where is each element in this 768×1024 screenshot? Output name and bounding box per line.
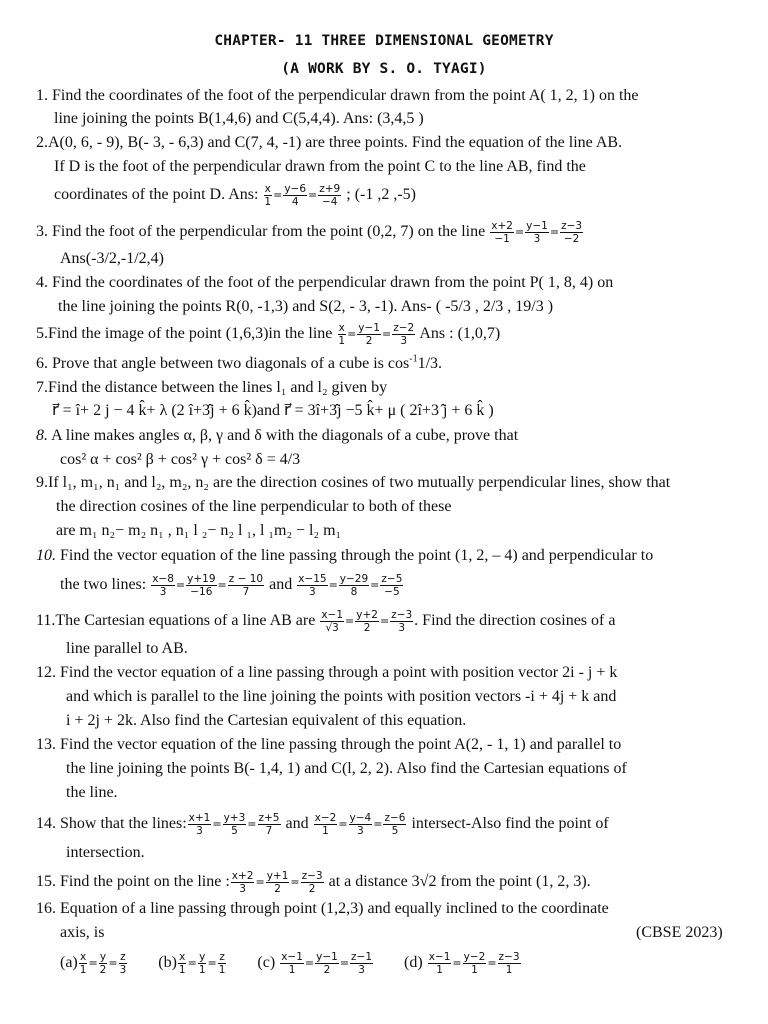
q11-line2: line parallel to AB. [66,640,188,657]
q1-line2: line joining the points B(1,4,6) and C(5,4,4). Ans: (3,4,5 ) [54,110,424,127]
fraction: $\frac{y-29}{8}$ [339,573,369,598]
fraction: $\frac{y+2}{2}$ [356,609,378,634]
option-a: (a) $\frac{x}{1}$ = $\frac{y}{2}$ = $\frac{z}{3}$ [60,951,127,976]
q3-answer: Ans(-3/2,-1/2,4) [60,250,164,267]
fraction: $\frac{x-15}{3}$ [298,573,327,598]
option-c: (c) $\frac{x-1}{1}$ = $\frac{y-1}{2}$ = $\frac{z-1}{3}$ [257,951,373,976]
q16-line2: axis, is [60,924,105,941]
q2-line1: 2.A(0, 6, - 9), B(- 3, - 6,3) and C(7, 4, -1) are three points. Find the equation of the line AB. [36,134,623,151]
option-b: (b) $\frac{x}{1}$ = $\frac{y}{1}$ = $\frac{z}{1}$ [158,951,226,976]
q15-line: 15. Find the point on the line : $\frac{x+2}{3}$ = $\frac{y+1}{2}$ = $\frac{z-3}{2}$ at a distance 3√2 from the point (1, 2, 3). [36,870,591,895]
q7-line2: r⃗ = î+ 2 j − 4 k̂+ λ (2 î+3̂j + 6 k̂)and r⃗ = 3î+3̂j −5 k̂+ μ ( 2î+3 ̂j + 6 k̂ ) [52,402,494,419]
q13-line1: 13. Find the vector equation of the line passing through the point A(2, - 1, 1) and parallel to [36,736,622,753]
q8-line1: 8. A line makes angles α, β, γ and δ with the diagonals of a cube, prove that [36,427,519,444]
fraction: $\frac{y+19}{-16}$ [187,573,216,598]
q8-line2: cos² α + cos² β + cos² γ + cos² δ = 4/3 [60,451,301,468]
fraction: $\frac{x+2}{-1}$ [491,220,513,245]
q14-line2: intersection. [66,844,145,861]
fraction: $\frac{x}{1}$ [264,183,272,208]
fraction: $\frac{y-1}{3}$ [526,220,548,245]
q4-line2: the line joining the points R(0, -1,3) and S(2, - 3, -1). Ans- ( -5/3 , 2/3 , 19/3 ) [58,298,554,315]
q1-line1: 1. Find the coordinates of the foot of the perpendicular drawn from the point A( 1, 2, 1) on the [36,87,639,104]
fraction: $\frac{y-1}{2}$ [358,322,380,347]
author-line: (A WORK BY S. O. TYAGI) [281,61,487,77]
q6-line: 6. Prove that angle between two diagonals of a cube is $\cos^{-1}1/3$. [36,353,443,372]
fraction: $\frac{z-5}{-5}$ [381,573,403,598]
q2-line3-text: coordinates of the point D. Ans: [54,186,263,204]
fraction: $\frac{y-6}{4}$ [284,183,307,208]
fraction: $\frac{z+9}{-4}$ [319,183,341,208]
q7-line1: 7.Find the distance between the lines l₁ and l₂ given by [36,379,388,396]
fraction: $\frac{y+1}{2}$ [266,870,289,895]
fraction: $\frac{x+1}{3}$ [188,812,211,837]
q16-source: (CBSE 2023) [636,924,723,941]
q10-line1: 10. Find the vector equation of the line passing through the point (1, 2, – 4) and perpendicular to [36,547,654,564]
q12-line2: and which is parallel to the line joining the points with position vectors -i + 4j + k and [66,688,617,705]
q4-line1: 4. Find the coordinates of the foot of the perpendicular drawn from the point P( 1, 8, 4) on [36,274,614,291]
fraction: $\frac{z+5}{7}$ [258,812,280,837]
fraction: $\frac{z-3}{-2}$ [561,220,583,245]
fraction: $\frac{x-8}{3}$ [152,573,174,598]
q9-line1: 9.If l₁, m₁, n₁ and l₂, m₂, n₂ are the direction cosines of two mutually perpendicular lines, show that [36,474,671,491]
fraction: $\frac{x-1}{√3}$ [321,609,344,634]
q5-text: 5.Find the image of the point (1,6,3)in the line [36,325,337,343]
q11-line1: 11.The Cartesian equations of a line AB are $\frac{x-1}{√3}$ = $\frac{y+2}{2}$ = $\frac{z-3}{3}$ . Find the direction cosines of a [36,609,616,634]
option-d: (d) $\frac{x-1}{1}$ = $\frac{y-2}{1}$ = $\frac{z-3}{1}$ [404,951,520,976]
q9-line2: the direction cosines of the line perpendicular to both of these [56,498,452,515]
fraction: $\frac{z-6}{5}$ [384,812,406,837]
fraction: $\frac{x+2}{3}$ [231,870,254,895]
fraction: $\frac{z-3}{2}$ [301,870,323,895]
q2-line3: coordinates of the point D. Ans: $\frac{x}{1}$ = $\frac{y-6}{4}$ = $\frac{z+9}{-4}$ ; (-1 ,2 ,-5) [54,183,417,208]
q2-line2: If D is the foot of the perpendicular drawn from the point C to the line AB, find the [54,158,586,175]
q12-line1: 12. Find the vector equation of a line passing through a point with position vector 2i - j + k [36,664,618,681]
chapter-title: CHAPTER- 11 THREE DIMENSIONAL GEOMETRY [214,33,554,49]
q3-line1-text: 3. Find the foot of the perpendicular from the point (0,2, 7) on the line [36,223,490,241]
q2-answer: ; (-1 ,2 ,-5) [346,186,417,204]
q13-line2: the line joining the points B(- 1,4, 1) and C(l, 2, 2). Also find the Cartesian equations of [66,760,627,777]
q10-line2: the two lines: $\frac{x-8}{3}$ = $\frac{y+19}{-16}$ = $\frac{z - 10}{7}$ and $\frac{x-15}{3}$ = $\frac{y-29}{8}$ = $\frac{z-5}{-5}$ [60,573,403,598]
fraction: $\frac{y+3}{5}$ [223,812,246,837]
q9-line3: are m₁ n₂− m₂ n₁ , n₁ l ₂− n₂ l ₁, l ₁m₂ − l₂ m₁ [56,522,342,539]
q16-line1: 16. Equation of a line passing through point (1,2,3) and equally inclined to the coordinate [36,900,609,917]
q14-line1: 14. Show that the lines: $\frac{x+1}{3}$ = $\frac{y+3}{5}$ = $\frac{z+5}{7}$ and $\frac{x-2}{1}$ = $\frac{y-4}{3}$ = $\frac{z-6}{5}$ intersect-Also find the point of [36,812,609,837]
fraction: $\frac{z-3}{3}$ [391,609,413,634]
q13-line3: the line. [66,784,118,801]
q5-line: 5.Find the image of the point (1,6,3)in the line $\frac{x}{1}$ = $\frac{y-1}{2}$ = $\frac{z-2}{3}$ Ans : (1,0,7) [36,322,501,347]
q12-line3: i + 2j + 2k. Also find the Cartesian equivalent of this equation. [66,712,467,729]
fraction: $\frac{x}{1}$ [338,322,346,347]
q5-answer: Ans : (1,0,7) [419,325,501,343]
q16-options [60,951,522,976]
fraction: $\frac{z - 10}{7}$ [228,573,264,598]
fraction: $\frac{y-4}{3}$ [349,812,372,837]
fraction: $\frac{x-2}{1}$ [314,812,337,837]
fraction: $\frac{z-2}{3}$ [393,322,415,347]
q3-line1: 3. Find the foot of the perpendicular from the point (0,2, 7) on the line $\frac{x+2}{-1}$ = $\frac{y-1}{3}$ = $\frac{z-3}{-2}$ [36,220,583,245]
